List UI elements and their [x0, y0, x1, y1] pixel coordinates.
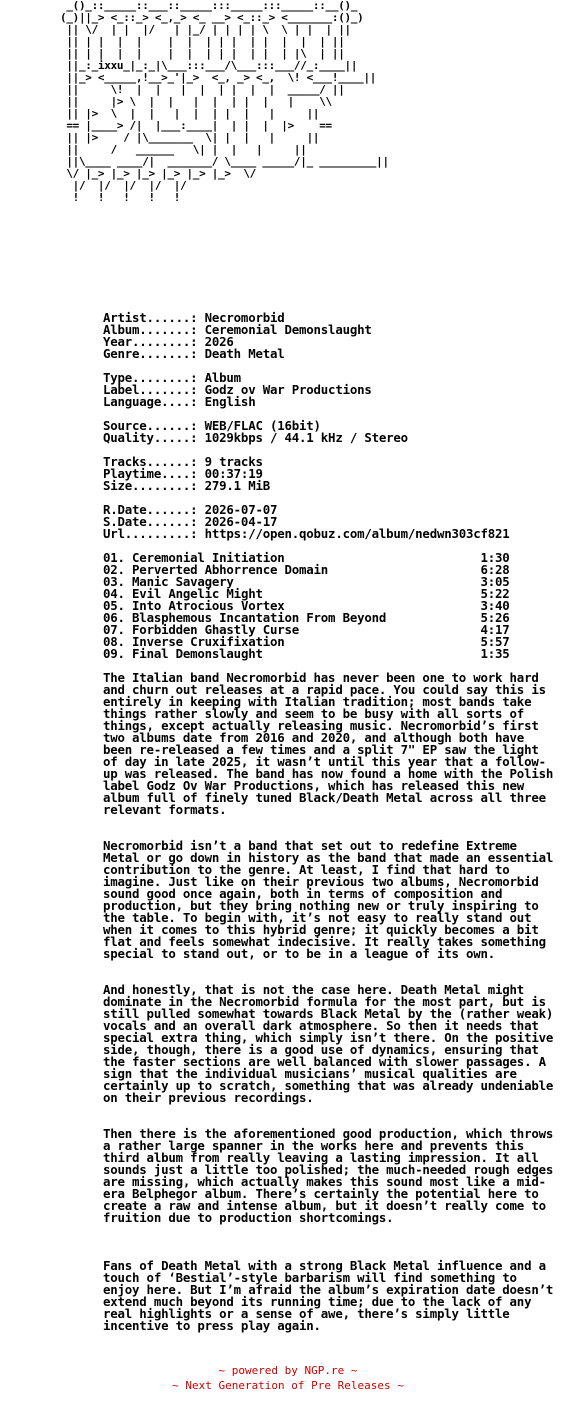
footer-powered-by: ~ powered by NGP.re ~ — [218, 1364, 358, 1377]
release-info-line: Label.......: Godz ov War Productions — [103, 382, 372, 397]
release-info-line: Language....: English — [103, 394, 256, 409]
ascii-logo: _()_::_____::___::_____:::_____:::_____::__()_ (_)||_> <_::_> <_,_> <_ __> <_::_> <_______:()_) || \/ | | |/ | |_/ | | | | \ \ | | | || || | | | | | | | | | | | | | | || || | | | | | | | | | | | | |\ | || ||_:_ixxu_|_:_|\___:::___/\___:::___//_:____|| ||_> <_____,!__>_'|_> <_, _> <_, \! <___!____|| || \! | | | | | | | | _____/ || || |> \ | | | | | | | | \\ || |> \ | | | | | | | | || == |____> /| |___:____| | | | |> == || |> / |\_______ \| | | | || || / ______ \| | | | || ||\____ ____/| _______/ \____ _____/|_ _________|| \/ |_> |_> |_> |_> |_> |_> \/ |/ |/ |/ |/ |/ ! ! ! ! ! — [60, 0, 389, 204]
track-number: 01. — [103, 550, 125, 565]
track-number: 02. — [103, 562, 125, 577]
track-title: Blasphemous Incantation From Beyond — [132, 610, 387, 625]
release-info-line: Genre.......: Death Metal — [103, 346, 285, 361]
track-number: 09. — [103, 646, 125, 661]
review-paragraph: Necromorbid isn’t a band that set out to redefine Extreme Metal or go down in history as the band that made an essential contribution to the genre. At least, I find that hard to imagine. Just like on their previous two albums, Necromorbid sound good once again, both in terms of composition and production, but they bring nothing new or truly inspiring to the table. To begin with, it’s not easy to really stand out when it comes to this hybrid genre; it quickly becomes a bit flat and feels somewhat indecisive. It really takes something special to stand out, or to be in a league of its own. — [103, 838, 554, 961]
track-row — [103, 646, 510, 661]
track-duration: 5:26 — [480, 610, 510, 625]
track-title: Evil Angelic Might — [132, 586, 263, 601]
track-duration: 1:30 — [480, 550, 510, 565]
release-info-line: Year........: 2026 — [103, 334, 234, 349]
track-title: Inverse Cruxifixation — [132, 634, 285, 649]
track-duration: 6:28 — [480, 562, 510, 577]
footer-tagline: ~ Next Generation of Pre Releases ~ — [172, 1379, 404, 1392]
release-info-line: Album.......: Ceremonial Demonslaught — [103, 322, 372, 337]
release-info-line: Playtime....: 00:37:19 — [103, 466, 263, 481]
release-info-line: Url.........: https://open.qobuz.com/album/nedwn303cf821 — [103, 526, 510, 541]
release-info-block — [103, 312, 510, 540]
track-title: Forbidden Ghastly Curse — [132, 622, 300, 637]
review-paragraph: Fans of Death Metal with a strong Black Metal influence and a touch of ‘Bestial’-style barbarism will find something to enjoy here. But I’m afraid the album’s expiration date doesn’t extend much beyond its running time; due to the lack of any real highlights or a sense of awe, there’s simply little incentive to press play again. — [103, 1258, 554, 1333]
tracklist — [103, 552, 510, 660]
release-info-line: Size........: 279.1 MiB — [103, 478, 270, 493]
release-info-line: Artist......: Necromorbid — [103, 310, 285, 325]
track-title: Manic Savagery — [132, 574, 234, 589]
track-title: Ceremonial Initiation — [132, 550, 285, 565]
track-duration: 1:35 — [480, 646, 510, 661]
track-duration: 5:57 — [480, 634, 510, 649]
track-duration: 4:17 — [480, 622, 510, 637]
track-duration: 3:05 — [480, 574, 510, 589]
release-info-line: S.Date......: 2026-04-17 — [103, 514, 278, 529]
release-info-line: Tracks......: 9 tracks — [103, 454, 263, 469]
track-title: Perverted Abhorrence Domain — [132, 562, 329, 577]
review-paragraph: And honestly, that is not the case here. Death Metal might dominate in the Necromorbid formula for the most part, but is still pulled somewhat towards Black Metal by the (rather weak) vocals and an overall dark atmosphere. So then it needs that special extra thing, which simply isn’t there. On the positive side, though, there is a good use of dynamics, ensuring that the faster sections are well balanced with slower passages. A sign that the individual musicians’ musical qualities are certainly up to scratch, something that was already undeniable on their previous recordings. — [103, 982, 554, 1105]
track-number: 04. — [103, 586, 125, 601]
track-number: 06. — [103, 610, 125, 625]
track-duration: 3:40 — [480, 598, 510, 613]
release-info-line: R.Date......: 2026-07-07 — [103, 502, 278, 517]
review-paragraph: The Italian band Necromorbid has never been one to work hard and churn out releases at a rapid pace. You could say this is entirely in keeping with Italian tradition; most bands take things rather slowly and seem to be busy with all sorts of things, except actually releasing music. Necromorbid’s first two albums date from 2016 and 2020, and although both have been re-released a few times and a split 7" EP saw the light of day in late 2025, it wasn’t until this year that a follow-up was released. The band has now found a home with the Polish label Godz Ov War Productions, which has released this new album full of finely tuned Black/Death Metal across all three relevant formats. — [103, 670, 554, 817]
track-number: 03. — [103, 574, 125, 589]
track-title: Final Demonslaught — [132, 646, 263, 661]
review-paragraph: Then there is the aforementioned good production, which throws a rather large spanner in the works here and prevents this third album from really leaving a lasting impression. It all sounds just a little too polished; the much-needed rough edges are missing, which actually makes this sound most like a mid-era Belphegor album. There’s certainly the potential here to create a raw and intense album, but it doesn’t really come to fruition due to production shortcomings. — [103, 1126, 554, 1225]
track-number: 08. — [103, 634, 125, 649]
track-title: Into Atrocious Vortex — [132, 598, 285, 613]
track-number: 07. — [103, 622, 125, 637]
release-info-line: Quality.....: 1029kbps / 44.1 kHz / Stereo — [103, 430, 408, 445]
track-duration: 5:22 — [480, 586, 510, 601]
release-info-line: Type........: Album — [103, 370, 241, 385]
release-info-line: Source......: WEB/FLAC (16bit) — [103, 418, 321, 433]
track-number: 05. — [103, 598, 125, 613]
